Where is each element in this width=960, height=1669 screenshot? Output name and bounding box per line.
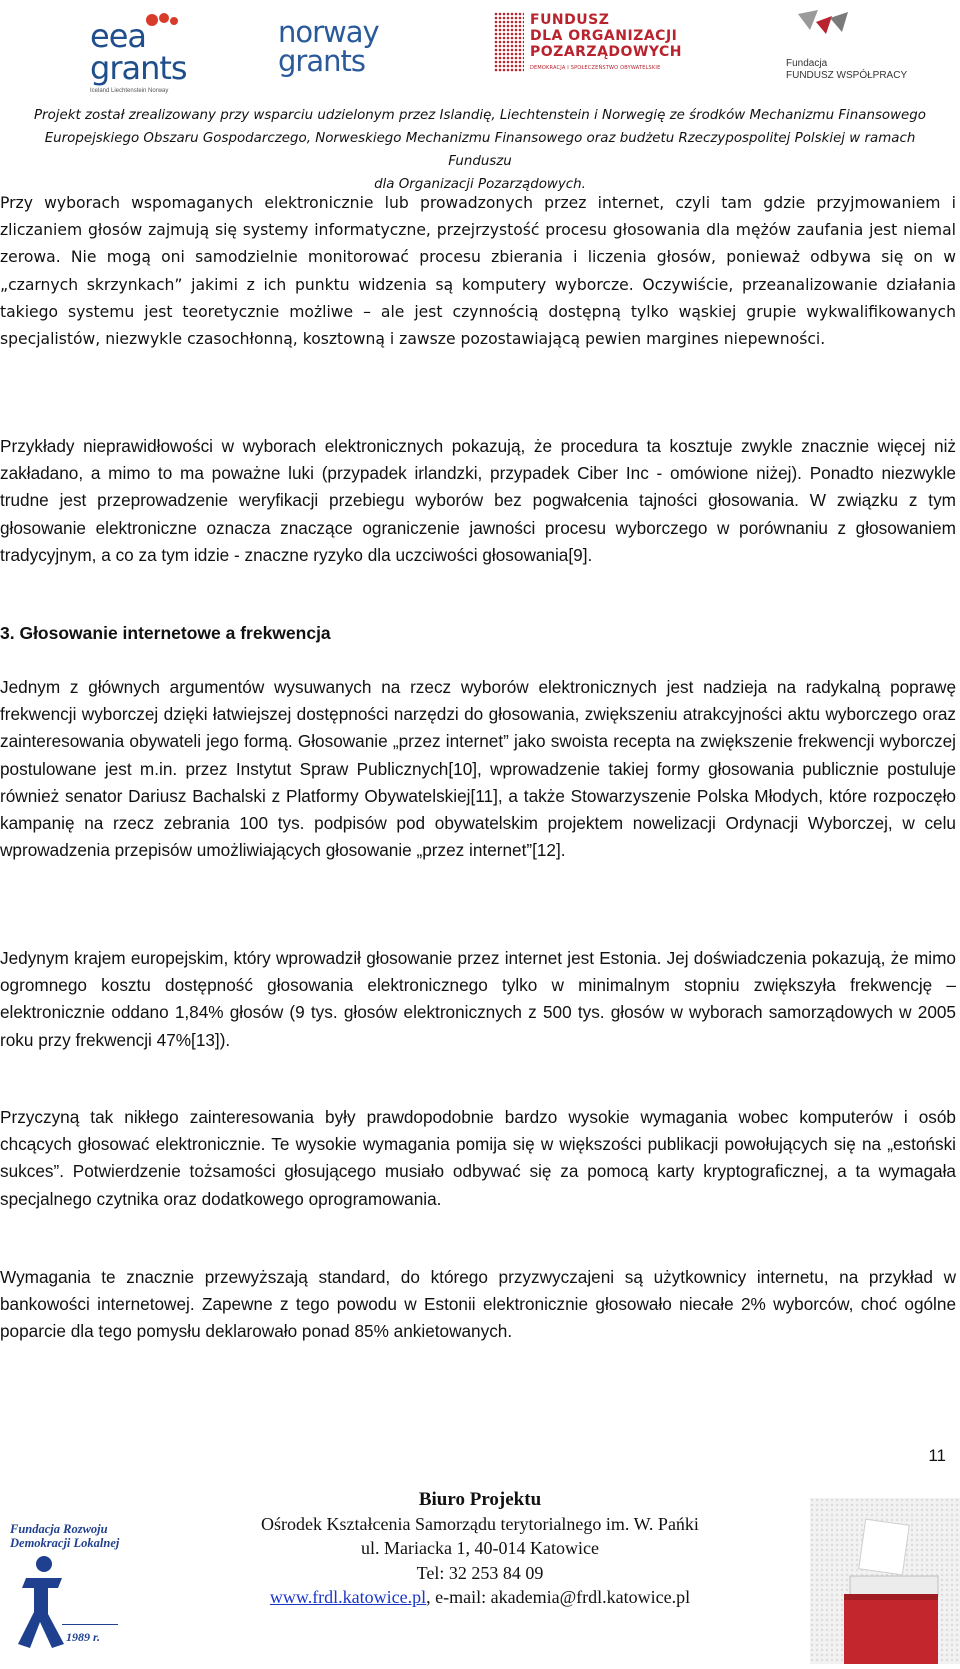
eea-logo-line2: grants: [90, 49, 187, 87]
funding-note: [20, 104, 940, 196]
footer-line3: Tel: 32 253 84 09: [416, 1562, 544, 1583]
paragraph-1: Przy wyborach wspomaganych elektronicznie lub prowadzonych przez internet, czyli tam gdzie przyjmowaniem i zliczaniem głosów zajmują się systemy informatyczne, przejrzystość procesu głosowania dla mężów zaufania jest niemal zerowa. Nie mogą oni samodzielnie monitorować procesu zbierania i liczenia głosów, ponieważ odbywa się on w „czarnych skrzynkach” jakimi z ich punktu widzenia są komputery wyborcze. Oczywiście, przeanalizowanie działania takiego systemu jest teoretycznie możliwe – ale jest czynnością dostępną tylko wąskiej grupie wykwalifikowanych specjalistów, niezwykle czasochłonną, kosztowną i zawsze pozostawiającą pewien margines niepewności.: [0, 194, 956, 349]
ballot-box-icon: [810, 1498, 960, 1664]
wspolpracy-logo-line2: FUNDUSZ WSPÓŁPRACY: [786, 70, 908, 81]
website-link[interactable]: www.frdl.katowice.pl: [269, 1586, 427, 1607]
section-heading: 3. Głosowanie internetowe a frekwencja: [0, 623, 331, 643]
frdl-logo-year: 1989 r.: [66, 1630, 101, 1644]
funding-note-line1: Projekt został zrealizowany przy wsparciu udzielonym przez Islandię, Liechtenstein i Norwegię ze środków Mechanizmu Finansowego: [33, 108, 926, 123]
paragraph-3: Jednym z głównych argumentów wysuwanych na rzecz wyborów elektronicznych jest nadzieja na radykalną poprawę frekwencji wyborczej dzięki łatwiejszej dostępności narzędzi do głosowania, zwiększeniu atrakcyjności aktu wyborczego oraz zainteresowania obywateli jego formą. Głosowanie „przez internet” jako swoista recepta na zwiększenie frekwencji wyborczej postulowane jest m.in. przez Instytut Spraw Publicznych[10], wprowadzenie takiej formy głosowania publicznie postuluje również senator Dariusz Bachalski z Platformy Obywatelskiej[11], a także Stowarzyszenie Polska Młodych, które rozpoczęło kampanię na rzecz zebrania 100 tys. podpisów pod obywatelskim projektem nowelizacji Ordynacji Wyborczej, w celu wprowadzenia przepisów umożliwiających głosowanie „przez internet”[12].: [0, 677, 956, 861]
footer-email: , e-mail: akademia@frdl.katowice.pl: [426, 1586, 691, 1607]
page-number: 11: [928, 1446, 946, 1465]
wspolpracy-logo-line1: Fundacja: [786, 58, 828, 69]
paragraph-2: Przykłady nieprawidłowości w wyborach elektronicznych pokazują, że procedura ta kosztuje zwykle znacznie więcej niż zakładano, a mimo to ma poważne luki (przypadek irlandzki, przypadek Ciber Inc - omówione niżej). Ponadto niezwykle trudne jest przeprowadzenie weryfikacji przebiegu wyborów bez pogwałcenia tajności głosowania. W związku z tym głosowanie elektroniczne oznacza znaczące ograniczenie jawności procesu wyborczego w porównaniu z głosowaniem tradycyjnym, a co za tym idzie - znaczne ryzyko dla uczciwości głosowania[9].: [0, 436, 956, 565]
footer-contact: [180, 1488, 780, 1609]
norway-logo-line1: norway: [278, 15, 379, 49]
norway-logo-line2: grants: [278, 44, 365, 78]
ballot-box-image: [810, 1498, 960, 1664]
header-logos: [0, 8, 960, 94]
eea-logo-line1: eea: [90, 17, 146, 55]
fundusz-logo-line3: POZARZĄDOWYCH: [530, 44, 683, 60]
funding-note-line3: dla Organizacji Pozarządowych.: [374, 177, 586, 192]
footer-line4: [180, 1585, 780, 1609]
eea-mark-icon: [144, 12, 184, 28]
norway-grants-logo: [278, 8, 388, 76]
frdl-logo-line1: Fundacja Rozwoju: [10, 1522, 108, 1536]
eea-logo-tagline: Iceland Liechtenstein Norway: [90, 88, 169, 94]
frdl-divider: [62, 1624, 118, 1625]
frdl-logo-name: [10, 1522, 119, 1550]
funding-note-line2: Europejskiego Obszaru Gospodarczego, Norweskiego Mechanizmu Finansowego oraz budżetu Rzeczypospolitej Polskiej w ramach Funduszu: [44, 131, 916, 169]
arrows-icon: [796, 8, 856, 52]
frdl-logo: [4, 1502, 124, 1652]
eea-grants-logo: [90, 8, 190, 94]
fundusz-logo-tagline: DEMOKRACJA I SPOŁECZEŃSTWO OBYWATELSKIE: [530, 65, 661, 71]
paragraph-5: Przyczyną tak nikłego zainteresowania były prawdopodobnie bardzo wysokie wymagania wobec komputerów i osób chcących głosować elektronicznie. Te wysokie wymagania pomija się w większości publikacji powołujących się na „estoński sukces”. Potwierdzenie tożsamości głosującego musiało odbywać się za pomocą karty kryptograficznej, a ta wymagała specjalnego czytnika oraz dodatkowego oprogramowania.: [0, 1107, 956, 1209]
paragraph-6: Wymagania te znacznie przewyższają standard, do którego przyzwyczajeni są użytkownicy internetu, na przykład w bankowości internetowej. Zapewne z tego powodu w Estonii elektronicznie głosowało niecałe 2% wyborców, choć ogólne poparcie dla tego pomysłu deklarowało ponad 85% ankietowanych.: [0, 1267, 956, 1342]
frdl-logo-line2: Demokracji Lokalnej: [10, 1536, 120, 1550]
dotted-square-icon: [494, 12, 524, 72]
footer-title: Biuro Projektu: [418, 1489, 542, 1510]
footer-line2: ul. Mariacka 1, 40-014 Katowice: [361, 1538, 599, 1559]
fundusz-logo-text: [530, 12, 682, 76]
footer-line1: Ośrodek Kształcenia Samorządu terytorialnego im. W. Pańki: [261, 1514, 699, 1535]
wspolpracy-logo-text: [786, 58, 907, 82]
fundusz-logo-line2: DLA ORGANIZACJI: [530, 28, 678, 44]
paragraph-4: Jedynym krajem europejskim, który wprowadził głosowanie przez internet jest Estonia. Jej doświadczenia pokazują, że mimo ogromnego kosztu dostępność głosowania elektronicznego tylko w minimalnym stopniu zwiększyła frekwencję – elektronicznie oddano 1,84% głosów (9 tys. głosów elektronicznych z 500 tys. głosów w wyborach samorządowych w 2005 roku przy frekwencji 47%[13]).: [0, 948, 956, 1050]
fundusz-logo-line1: FUNDUSZ: [530, 12, 610, 28]
